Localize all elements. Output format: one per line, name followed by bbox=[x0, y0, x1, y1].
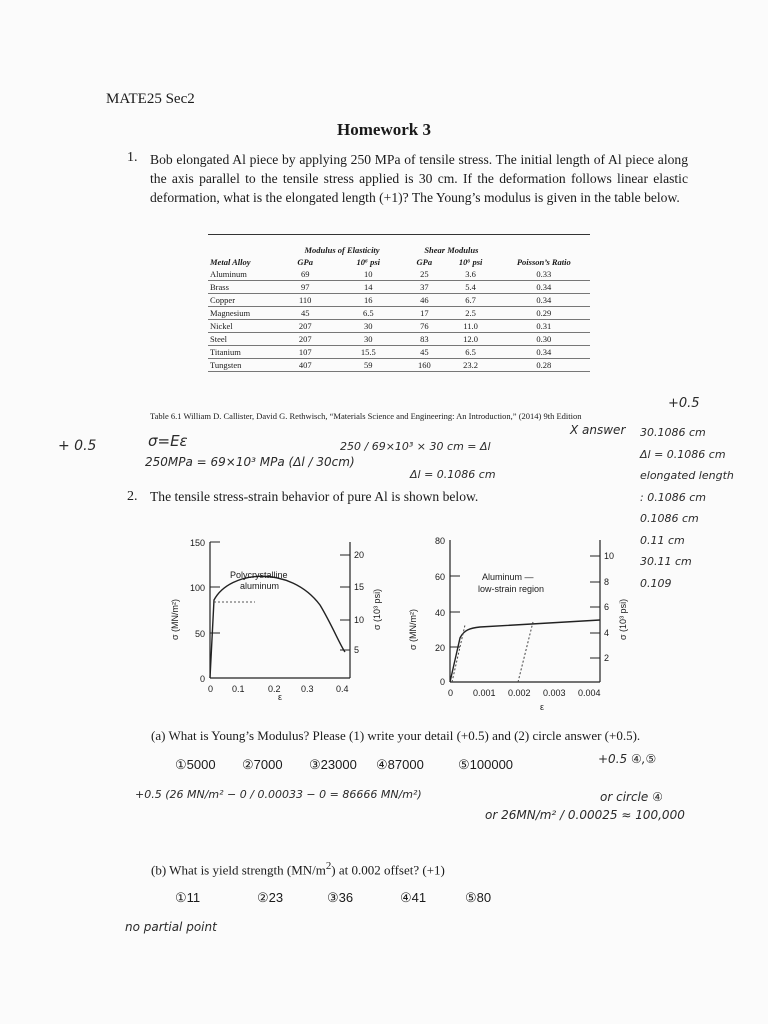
table-column-header: GPa bbox=[297, 257, 313, 267]
table-cell: 12.0 bbox=[444, 333, 498, 346]
part-b-question-pre: (b) What is yield strength (MN/m bbox=[151, 862, 326, 878]
right-rtick-2: 2 bbox=[604, 653, 610, 663]
table-column-header: 10⁶ psi bbox=[458, 257, 483, 267]
q1-eq1: σ=Eε bbox=[148, 432, 188, 450]
table-header-row bbox=[208, 256, 590, 268]
left-ytick-0: 0 bbox=[200, 674, 206, 684]
rubric-score: +0.5 bbox=[668, 396, 700, 411]
rubric-item: 30.11 cm bbox=[640, 555, 692, 568]
answer-choice[interactable]: ④41 bbox=[400, 890, 427, 905]
table-cell: 207 bbox=[279, 320, 331, 333]
table-cell: 160 bbox=[405, 359, 444, 372]
table-cell: 407 bbox=[279, 359, 331, 372]
group-header-shear: Shear Modulus bbox=[424, 245, 479, 255]
left-rtick-5: 5 bbox=[354, 645, 360, 655]
table-column-header: Metal Alloy bbox=[210, 257, 251, 267]
table-cell: 45 bbox=[405, 346, 444, 359]
left-ytick-50: 50 bbox=[195, 629, 206, 639]
table-cell: Tungsten bbox=[208, 359, 279, 372]
answer-choice[interactable]: ③23000 bbox=[309, 757, 357, 772]
left-ylabel: σ (MN/m²) bbox=[170, 598, 180, 640]
right-rtick-8: 8 bbox=[604, 577, 610, 587]
right-rtick-6: 6 bbox=[604, 602, 610, 612]
left-xtick-02: 0.2 bbox=[268, 684, 281, 694]
table-cell: 6.5 bbox=[331, 307, 405, 320]
left-xlabel: ε bbox=[278, 692, 283, 700]
rubric-item: elongated length bbox=[640, 469, 734, 482]
table-cell: Copper bbox=[208, 294, 279, 307]
table-cell: Steel bbox=[208, 333, 279, 346]
q1-eq4: Δl = 0.1086 cm bbox=[410, 468, 496, 481]
table-cell: 45 bbox=[279, 307, 331, 320]
right-ylabel-right: σ (10³ psi) bbox=[618, 598, 628, 640]
course-label: MATE25 Sec2 bbox=[106, 91, 195, 107]
table-cell: 0.28 bbox=[498, 359, 590, 372]
left-xtick-03: 0.3 bbox=[301, 684, 314, 694]
table-cell: 107 bbox=[279, 346, 331, 359]
left-rtick-20: 20 bbox=[354, 550, 365, 560]
right-ytick-0: 0 bbox=[440, 677, 446, 687]
table-row bbox=[208, 307, 590, 320]
page-title: Homework 3 bbox=[337, 120, 431, 139]
table-cell: 110 bbox=[279, 294, 331, 307]
table-row bbox=[208, 294, 590, 307]
table-cell: 25 bbox=[405, 268, 444, 281]
q1-eq2: 250MPa = 69×10³ MPa (Δl / 30cm) bbox=[145, 455, 355, 469]
answer-choice[interactable]: ⑤80 bbox=[465, 890, 492, 905]
table-cell: Brass bbox=[208, 281, 279, 294]
table-cell: 59 bbox=[331, 359, 405, 372]
right-xtick-0003: 0.003 bbox=[543, 688, 566, 698]
table-cell: 83 bbox=[405, 333, 444, 346]
table-cell: Titanium bbox=[208, 346, 279, 359]
table-cell: Aluminum bbox=[208, 268, 279, 281]
table-cell: 2.5 bbox=[444, 307, 498, 320]
right-ylabel: σ (MN/m²) bbox=[408, 608, 418, 650]
table-cell: 0.31 bbox=[498, 320, 590, 333]
table-row bbox=[208, 346, 590, 359]
left-curve-label-1: Polycrystalline bbox=[230, 570, 288, 580]
right-ytick-60: 60 bbox=[435, 572, 446, 582]
table-cell: 23.2 bbox=[444, 359, 498, 372]
table-row bbox=[208, 268, 590, 281]
table-top-rule bbox=[208, 234, 590, 235]
left-xtick-04: 0.4 bbox=[336, 684, 349, 694]
right-xtick-0001: 0.001 bbox=[473, 688, 496, 698]
answer-choice[interactable]: ①11 bbox=[175, 890, 201, 905]
table-cell: 76 bbox=[405, 320, 444, 333]
part-b-question-sup: 2 bbox=[325, 860, 332, 872]
part-a-alt-answer: or 26MN/m² / 0.00025 ≈ 100,000 bbox=[485, 808, 685, 822]
part-a-question: (a) What is Young’s Modulus? Please (1) write your detail (+0.5) and (2) circle answer (+0.5). bbox=[151, 728, 641, 743]
table-cell: 17 bbox=[405, 307, 444, 320]
part-a-choices bbox=[175, 757, 548, 773]
table-row bbox=[208, 333, 590, 346]
right-ytick-80: 80 bbox=[435, 536, 446, 546]
part-b-question-post: ) at 0.002 offset? (+1) bbox=[331, 862, 445, 878]
table-row bbox=[208, 281, 590, 294]
table-cell: 6.5 bbox=[444, 346, 498, 359]
rubric-list bbox=[640, 422, 734, 594]
answer-choice[interactable]: ②7000 bbox=[242, 757, 283, 772]
rubric-item: 30.1086 cm bbox=[640, 426, 706, 439]
table-cell: 14 bbox=[331, 281, 405, 294]
question-2-text: The tensile stress-strain behavior of pure Al is shown below. bbox=[150, 489, 479, 504]
right-ytick-40: 40 bbox=[435, 608, 446, 618]
rubric-item: : 0.1086 cm bbox=[640, 490, 706, 504]
right-curve-label-2: low-strain region bbox=[478, 584, 545, 594]
answer-choice[interactable]: ⑤100000 bbox=[458, 757, 514, 772]
table-cell: 69 bbox=[279, 268, 331, 281]
rubric-item: Δl = 0.1086 cm bbox=[640, 447, 726, 461]
table-cell: 0.29 bbox=[498, 307, 590, 320]
left-rtick-15: 15 bbox=[354, 582, 365, 592]
table-row bbox=[208, 320, 590, 333]
left-xtick-01: 0.1 bbox=[232, 684, 245, 694]
table-body bbox=[208, 268, 590, 372]
answer-choice[interactable]: ①5000 bbox=[175, 757, 216, 772]
q1-score: + 0.5 bbox=[58, 438, 97, 454]
answer-choice[interactable]: ④87000 bbox=[376, 757, 424, 772]
right-ytick-20: 20 bbox=[435, 643, 446, 653]
table-column-header: 10⁶ psi bbox=[356, 257, 380, 267]
part-a-circle-note: or circle ④ bbox=[600, 790, 663, 804]
right-curve-label-1: Aluminum — bbox=[482, 572, 534, 582]
left-ytick-150: 150 bbox=[190, 538, 206, 548]
answer-choice[interactable]: ②23 bbox=[257, 890, 284, 905]
table-cell: 11.0 bbox=[444, 320, 498, 333]
right-xtick-0002: 0.002 bbox=[508, 688, 531, 698]
table-row bbox=[208, 359, 590, 372]
part-a-rubric: +0.5 ④,⑤ bbox=[598, 752, 657, 766]
left-ylabel-right: σ (10³ psi) bbox=[372, 588, 382, 630]
table-cell: 10 bbox=[331, 268, 405, 281]
table-cell: 30 bbox=[331, 333, 405, 346]
table-cell: 97 bbox=[279, 281, 331, 294]
part-a-work: +0.5 (26 MN/m² − 0 / 0.00033 − 0 = 86666 MN/m²) bbox=[135, 788, 422, 801]
left-curve-label-2: aluminum bbox=[240, 581, 280, 591]
question-1-number: 1. bbox=[127, 150, 138, 165]
question-2-number: 2. bbox=[127, 489, 138, 504]
right-xtick-0: 0 bbox=[448, 688, 454, 698]
table-cell: 0.30 bbox=[498, 333, 590, 346]
table-cell: 37 bbox=[405, 281, 444, 294]
table-cell: 30 bbox=[331, 320, 405, 333]
answer-choice[interactable]: ③36 bbox=[327, 890, 354, 905]
part-b-question bbox=[151, 860, 445, 878]
table-cell: 207 bbox=[279, 333, 331, 346]
table-column-header: Poisson’s Ratio bbox=[516, 257, 571, 267]
table-cell: 0.34 bbox=[498, 281, 590, 294]
part-b-note: no partial point bbox=[125, 920, 217, 934]
rubric-item: 0.1086 cm bbox=[640, 512, 699, 525]
rubric-title: X answer bbox=[570, 423, 626, 437]
table-cell: 15.5 bbox=[331, 346, 405, 359]
table-column-header: GPa bbox=[416, 257, 433, 267]
figure-left bbox=[170, 530, 400, 700]
table-cell: 0.34 bbox=[498, 346, 590, 359]
right-rtick-4: 4 bbox=[604, 628, 610, 638]
left-ytick-100: 100 bbox=[190, 583, 206, 593]
rubric-item: 0.11 cm bbox=[640, 533, 685, 547]
table-cell: 16 bbox=[331, 294, 405, 307]
table-cell: Nickel bbox=[208, 320, 279, 333]
table-cell: 0.34 bbox=[498, 294, 590, 307]
part-b-choices bbox=[175, 890, 525, 906]
right-xlabel: ε bbox=[540, 702, 545, 712]
question-1-text: Bob elongated Al piece by applying 250 MPa of tensile stress. The initial length of Al piece along the axis parallel to the tensile stress applied is 30 cm. If the deformation follows linear elastic deformation, what is the elongated length (+1)? The Young’s modulus is given in the table below. bbox=[150, 152, 688, 205]
figure-right bbox=[400, 530, 640, 715]
q1-eq3: 250 / 69×10³ × 30 cm = Δl bbox=[340, 440, 491, 453]
table-cell: Magnesium bbox=[208, 307, 279, 320]
table-cell: 0.33 bbox=[498, 268, 590, 281]
table-cell: 3.6 bbox=[444, 268, 498, 281]
group-header-modulus: Modulus of Elasticity bbox=[304, 245, 380, 255]
left-xtick-0: 0 bbox=[208, 684, 214, 694]
table-cell: 5.4 bbox=[444, 281, 498, 294]
table-caption: Table 6.1 William D. Callister, David G. Rethwisch, “Materials Science and Engineering: An Introduction,” (2014) 9th Edition bbox=[150, 411, 582, 421]
table-cell: 6.7 bbox=[444, 294, 498, 307]
properties-table bbox=[208, 244, 590, 372]
rubric-item: 0.109 bbox=[640, 576, 672, 590]
right-rtick-10: 10 bbox=[604, 551, 615, 561]
right-xtick-0004: 0.004 bbox=[578, 688, 601, 698]
table-cell: 46 bbox=[405, 294, 444, 307]
left-rtick-10: 10 bbox=[354, 615, 365, 625]
